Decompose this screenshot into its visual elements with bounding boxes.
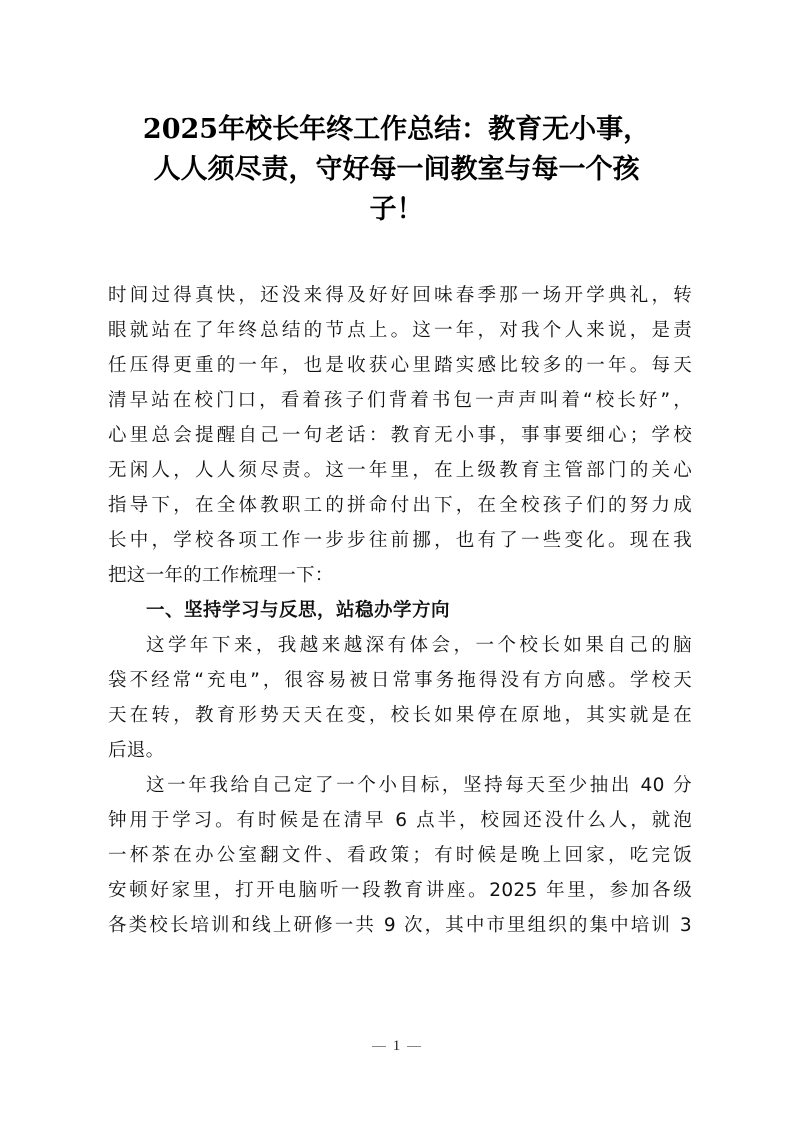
- page-number: 1: [392, 1038, 401, 1054]
- text-line: 把这一年的工作梳理一下：: [108, 565, 334, 586]
- text-line: 各类校长培训和线上研修一共 9 次，其中市里组织的集中培训 3: [108, 915, 692, 936]
- text-line: 这一年我给自己定了一个小目标，坚持每天至少抽出 40 分: [146, 775, 692, 796]
- document-body: [108, 278, 692, 943]
- paragraph-intro: [108, 278, 692, 593]
- text-line: 一杯茶在办公室翻文件、看政策；有时候是晚上回家，吃完饭: [108, 845, 692, 866]
- text-line: 后退。: [108, 740, 165, 761]
- text-line: 这学年下来，我越来越深有体会，一个校长如果自己的脑: [146, 635, 692, 656]
- paragraph-learning-2: [108, 768, 692, 943]
- dash-decoration: [372, 1046, 386, 1047]
- text-line: 无闲人，人人须尽责。这一年里，在上级教育主管部门的关心: [108, 460, 692, 481]
- text-line: 钟用于学习。有时候是在清早 6 点半，校园还没什么人，就泡: [108, 810, 692, 831]
- text-line: 心里总会提醒自己一句老话：教育无小事，事事要细心；学校: [108, 425, 692, 446]
- text-line: 天在转，教育形势天天在变，校长如果停在原地，其实就是在: [108, 705, 692, 726]
- paragraph-learning-1: [108, 628, 692, 768]
- page-footer: [0, 1038, 793, 1055]
- text-line: 眼就站在了年终总结的节点上。这一年，对我个人来说，是责: [108, 320, 692, 341]
- document-title: [100, 110, 693, 230]
- title-line-2: 人人须尽责，守好每一间教室与每一个孩: [153, 154, 640, 185]
- text-line: 袋不经常“充电”，很容易被日常事务拖得没有方向感。学校天: [108, 670, 692, 691]
- text-line: 指导下，在全体教职工的拼命付出下，在全校孩子们的努力成: [108, 495, 692, 516]
- text-line: 时间过得真快，还没来得及好好回味春季那一场开学典礼，转: [108, 285, 692, 306]
- text-line: 安顿好家里，打开电脑听一段教育讲座。2025 年里，参加各级: [108, 880, 692, 901]
- text-line: 清早站在校门口，看着孩子们背着书包一声声叫着“校长好”，: [108, 390, 692, 411]
- title-line-3: 子！: [369, 194, 424, 225]
- text-line: 任压得更重的一年，也是收获心里踏实感比较多的一年。每天: [108, 355, 692, 376]
- section-heading-1: 一、坚持学习与反思，站稳办学方向: [146, 600, 451, 621]
- title-line-1: 2025年校长年终工作总结：教育无小事，: [142, 114, 651, 145]
- text-line: 长中，学校各项工作一步步往前挪，也有了一些变化。现在我: [108, 530, 692, 551]
- dash-decoration: [407, 1046, 421, 1047]
